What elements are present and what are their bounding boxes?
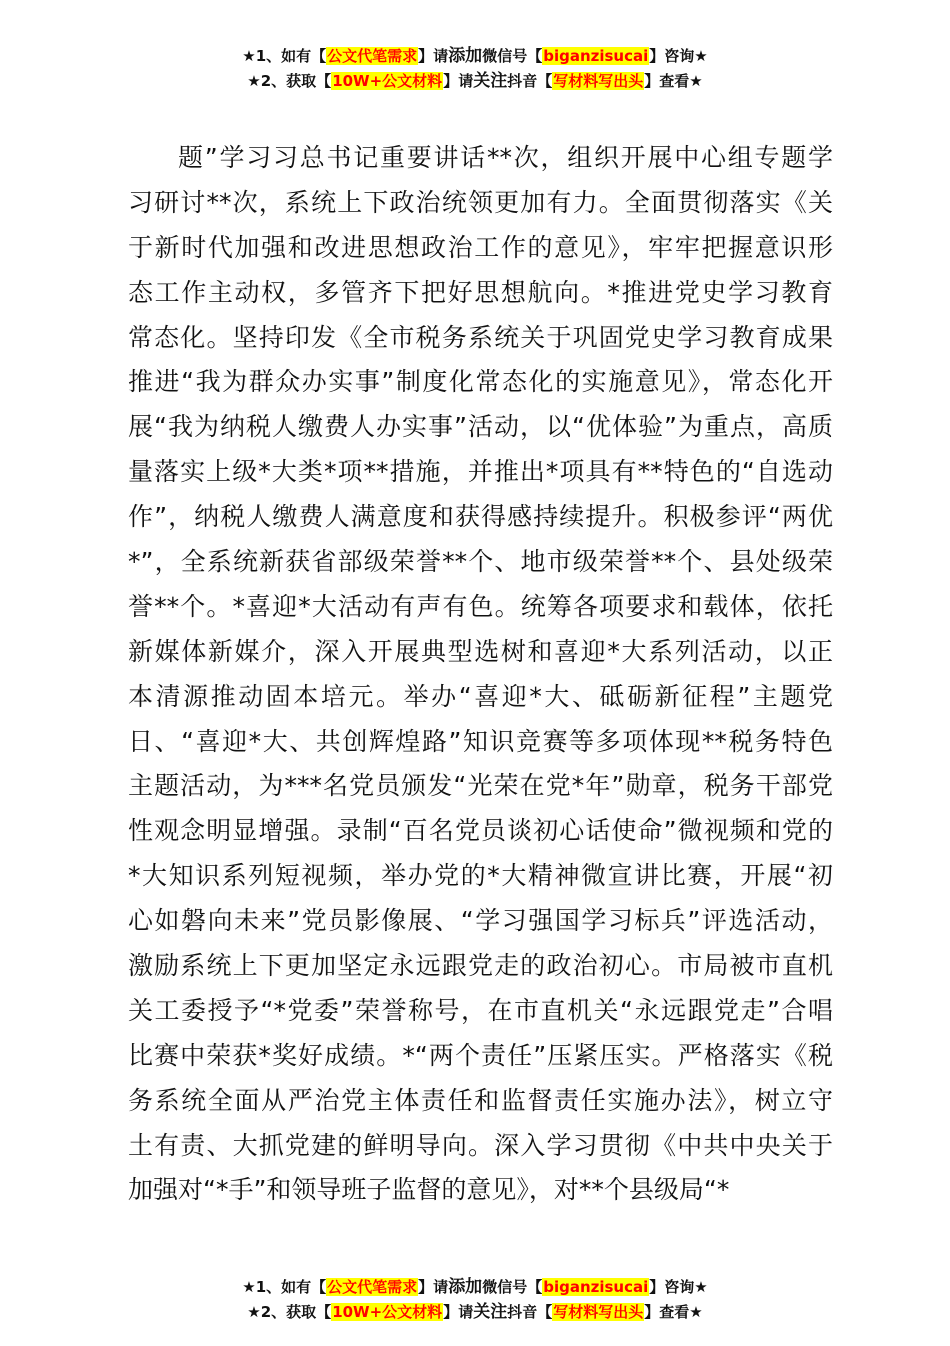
text-line: 关工委授予“*党委”荣誉称号，在市直机关“永远跟党走”合唱	[128, 995, 833, 1025]
text-line: 主题活动，为***名党员颁发“光荣在党*年”勋章，税务干部党	[128, 771, 833, 801]
text-line: 于新时代加强和改进思想政治工作的意见》，牢牢把握意识形	[128, 232, 833, 262]
text-line: 誉**个。*喜迎*大活动有声有色。统筹各项要求和载体，依托	[128, 591, 833, 621]
highlight-materials: 10W+公文材料	[332, 1303, 443, 1321]
banner-text: 】请	[418, 47, 449, 65]
text-line: 作”，纳税人缴费人满意度和获得感持续提升。积极参评“两优	[128, 502, 833, 532]
text-line: 务系统全面从严治党主体责任和监督责任实施办法》，树立守	[128, 1085, 833, 1115]
banner-text: 抖音【	[507, 72, 553, 90]
banner-text: 】请	[443, 72, 474, 90]
highlight-service: 公文代笔需求	[327, 47, 418, 65]
banner-text: ★2、获取【	[247, 1303, 332, 1321]
banner-text: ★1、如有【	[242, 1278, 327, 1296]
banner-text: 】查看★	[644, 72, 703, 90]
banner-text: 】请	[443, 1303, 474, 1321]
highlight-service: 公文代笔需求	[327, 1278, 418, 1296]
banner-text: 】请	[418, 1278, 449, 1296]
banner-text: 微信号【	[482, 47, 543, 65]
highlight-wechat-id: biganzisucai	[543, 1278, 649, 1296]
text-line: 日、“喜迎*大、共创辉煌路”知识竞赛等多项体现**税务特色	[128, 726, 833, 756]
text-line: 习研讨**次，系统上下政治统领更加有力。全面贯彻落实《关	[128, 187, 833, 217]
text-line: 土有责、大抓党建的鲜明导向。深入学习贯彻《中共中央关于	[128, 1130, 833, 1160]
footer-banner	[0, 1275, 950, 1325]
text-line: 本清源推动固本培元。举办“喜迎*大、砥砺新征程”主题党	[128, 681, 833, 711]
text-line: 题”学习习总书记重要讲话**次，组织开展中心组专题学	[178, 143, 833, 172]
text-line: *大知识系列短视频，举办党的*大精神微宣讲比赛，开展“初	[128, 861, 833, 891]
banner-emphasis: 关注	[473, 71, 508, 91]
text-line: *”，全系统新获省部级荣誉**个、地市级荣誉**个、县处级荣	[128, 547, 833, 577]
text-line: 心如磐向未来”党员影像展、“学习强国学习标兵”评选活动，	[128, 906, 833, 936]
banner-line-1	[0, 44, 950, 69]
banner-line-2	[0, 69, 950, 94]
highlight-wechat-id: biganzisucai	[543, 47, 649, 65]
banner-line-1	[0, 1275, 950, 1300]
banner-text: ★2、获取【	[247, 72, 332, 90]
text-line: 新媒体新媒介，深入开展典型选树和喜迎*大系列活动，以正	[128, 636, 833, 666]
banner-text: 微信号【	[482, 1278, 543, 1296]
banner-emphasis: 添加	[448, 1277, 483, 1297]
banner-emphasis: 添加	[448, 46, 483, 66]
banner-emphasis: 关注	[473, 1302, 508, 1322]
text-line: 量落实上级*大类*项**措施，并推出*项具有**特色的“自选动	[128, 457, 833, 487]
header-banner	[0, 44, 950, 94]
banner-text: 】咨询★	[649, 47, 708, 65]
text-line: 性观念明显增强。录制“百名党员谈初心话使命”微视频和党的	[128, 816, 833, 846]
text-line: 激励系统上下更加坚定永远跟党走的政治初心。市局被市直机	[128, 951, 833, 981]
text-line: 加强对“*手”和领导班子监督的意见》，对**个县级局“*	[128, 1175, 730, 1205]
banner-line-2	[0, 1300, 950, 1325]
banner-text: ★1、如有【	[242, 47, 327, 65]
text-line: 展“我为纳税人缴费人办实事”活动，以“优体验”为重点，高质	[128, 412, 833, 442]
text-line: 常态化。坚持印发《全市税务系统关于巩固党史学习教育成果	[128, 322, 833, 352]
banner-text: 】查看★	[644, 1303, 703, 1321]
banner-text: 抖音【	[507, 1303, 553, 1321]
text-line: 推进“我为群众办实事”制度化常态化的实施意见》，常态化开	[128, 367, 833, 397]
highlight-douyin-id: 写材料写出头	[553, 1303, 644, 1321]
highlight-materials: 10W+公文材料	[332, 72, 443, 90]
banner-text: 】咨询★	[649, 1278, 708, 1296]
text-line: 态工作主动权，多管齐下把好思想航向。*推进党史学习教育	[128, 277, 833, 307]
text-line: 比赛中荣获*奖好成绩。*“两个责任”压紧压实。严格落实《税	[128, 1040, 833, 1070]
highlight-douyin-id: 写材料写出头	[553, 72, 644, 90]
document-body	[128, 136, 833, 1213]
